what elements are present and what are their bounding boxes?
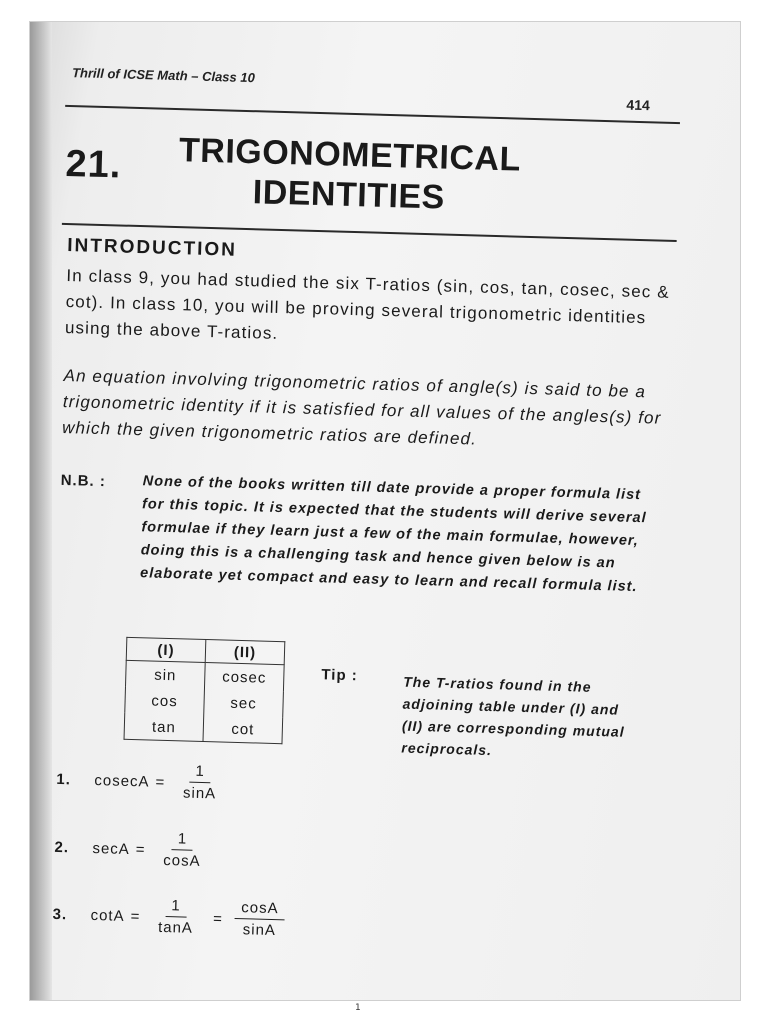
fraction: [152, 896, 200, 940]
table-cell: cot: [203, 715, 283, 744]
chapter-number: 21.: [64, 142, 122, 187]
book-page: [30, 22, 740, 1000]
equals-sign: =: [212, 910, 224, 928]
tip-label: Tip :: [321, 666, 359, 685]
table-header-cell: (II): [205, 640, 285, 665]
formula-number: 1.: [56, 770, 72, 789]
ratio-table: [124, 637, 286, 744]
table-cell: cosec: [204, 663, 284, 692]
table-cell: sin: [125, 660, 205, 689]
table-row: [124, 713, 283, 744]
fraction: [234, 898, 285, 942]
footer-page-mark: 1: [355, 1003, 361, 1013]
formula-lhs: cosecA: [94, 771, 150, 791]
chapter-title-line2: IDENTITIES: [252, 173, 446, 217]
fraction: [177, 761, 223, 805]
header-rule: [65, 105, 680, 124]
page-number: 414: [626, 96, 651, 114]
table-cell: tan: [124, 713, 204, 742]
equals-sign: =: [135, 841, 146, 859]
table-cell: cos: [125, 687, 205, 715]
denominator: cosA: [163, 851, 201, 870]
numerator: 1: [165, 896, 187, 918]
note-label: N.B. :: [60, 471, 107, 491]
note-text: None of the books written till date provide a proper formula list for this topic. It is expected that the students will derive several formulae if they learn just a few of the main formulae, however, doing this is a challenging task and hence given below is an elaborate yet compact and easy to learn and recall formula list.: [139, 473, 647, 596]
intro-paragraph-1: In class 9, you had studied the six T-ratios (sin, cos, tan, cosec, sec & cot). In class 10, you will be proving several trigonometric identities using the above T-ratios.: [64, 266, 670, 343]
numerator: cosA: [235, 898, 285, 920]
table-header-cell: (I): [126, 637, 206, 662]
denominator: sinA: [182, 784, 217, 803]
chapter-title: [148, 129, 550, 220]
formula-number: 3.: [52, 905, 68, 924]
formula-lhs: secA: [92, 839, 131, 859]
numerator: 1: [189, 762, 211, 784]
equals-sign: =: [155, 773, 166, 791]
numerator: 1: [172, 829, 194, 851]
page-photo: [30, 22, 740, 1000]
tip-text: The T-ratios found in the adjoining table under (I) and (II) are corresponding mutual reciprocals.: [401, 673, 625, 759]
equals-sign: =: [130, 908, 141, 926]
table-cell: sec: [204, 689, 284, 717]
denominator: sinA: [242, 921, 277, 940]
section-heading: INTRODUCTION: [66, 235, 238, 261]
fraction: [157, 829, 208, 873]
formula-3: [52, 893, 293, 943]
chapter-title-line1: TRIGONOMETRICAL: [178, 131, 522, 179]
denominator: tanA: [157, 918, 194, 937]
intro-paragraph-2: An equation involving trigonometric ratios of angle(s) is said to be a trigonometric identity if it is satisfied for all values of the angles(s) for which the given trigonometric ratios are defined.: [61, 365, 662, 449]
running-header: Thrill of ICSE Math – Class 10: [71, 65, 256, 86]
formula-2: [54, 826, 216, 873]
formula-lhs: cotA: [90, 906, 125, 925]
formula-number: 2.: [54, 838, 70, 857]
formula-1: [56, 758, 231, 806]
